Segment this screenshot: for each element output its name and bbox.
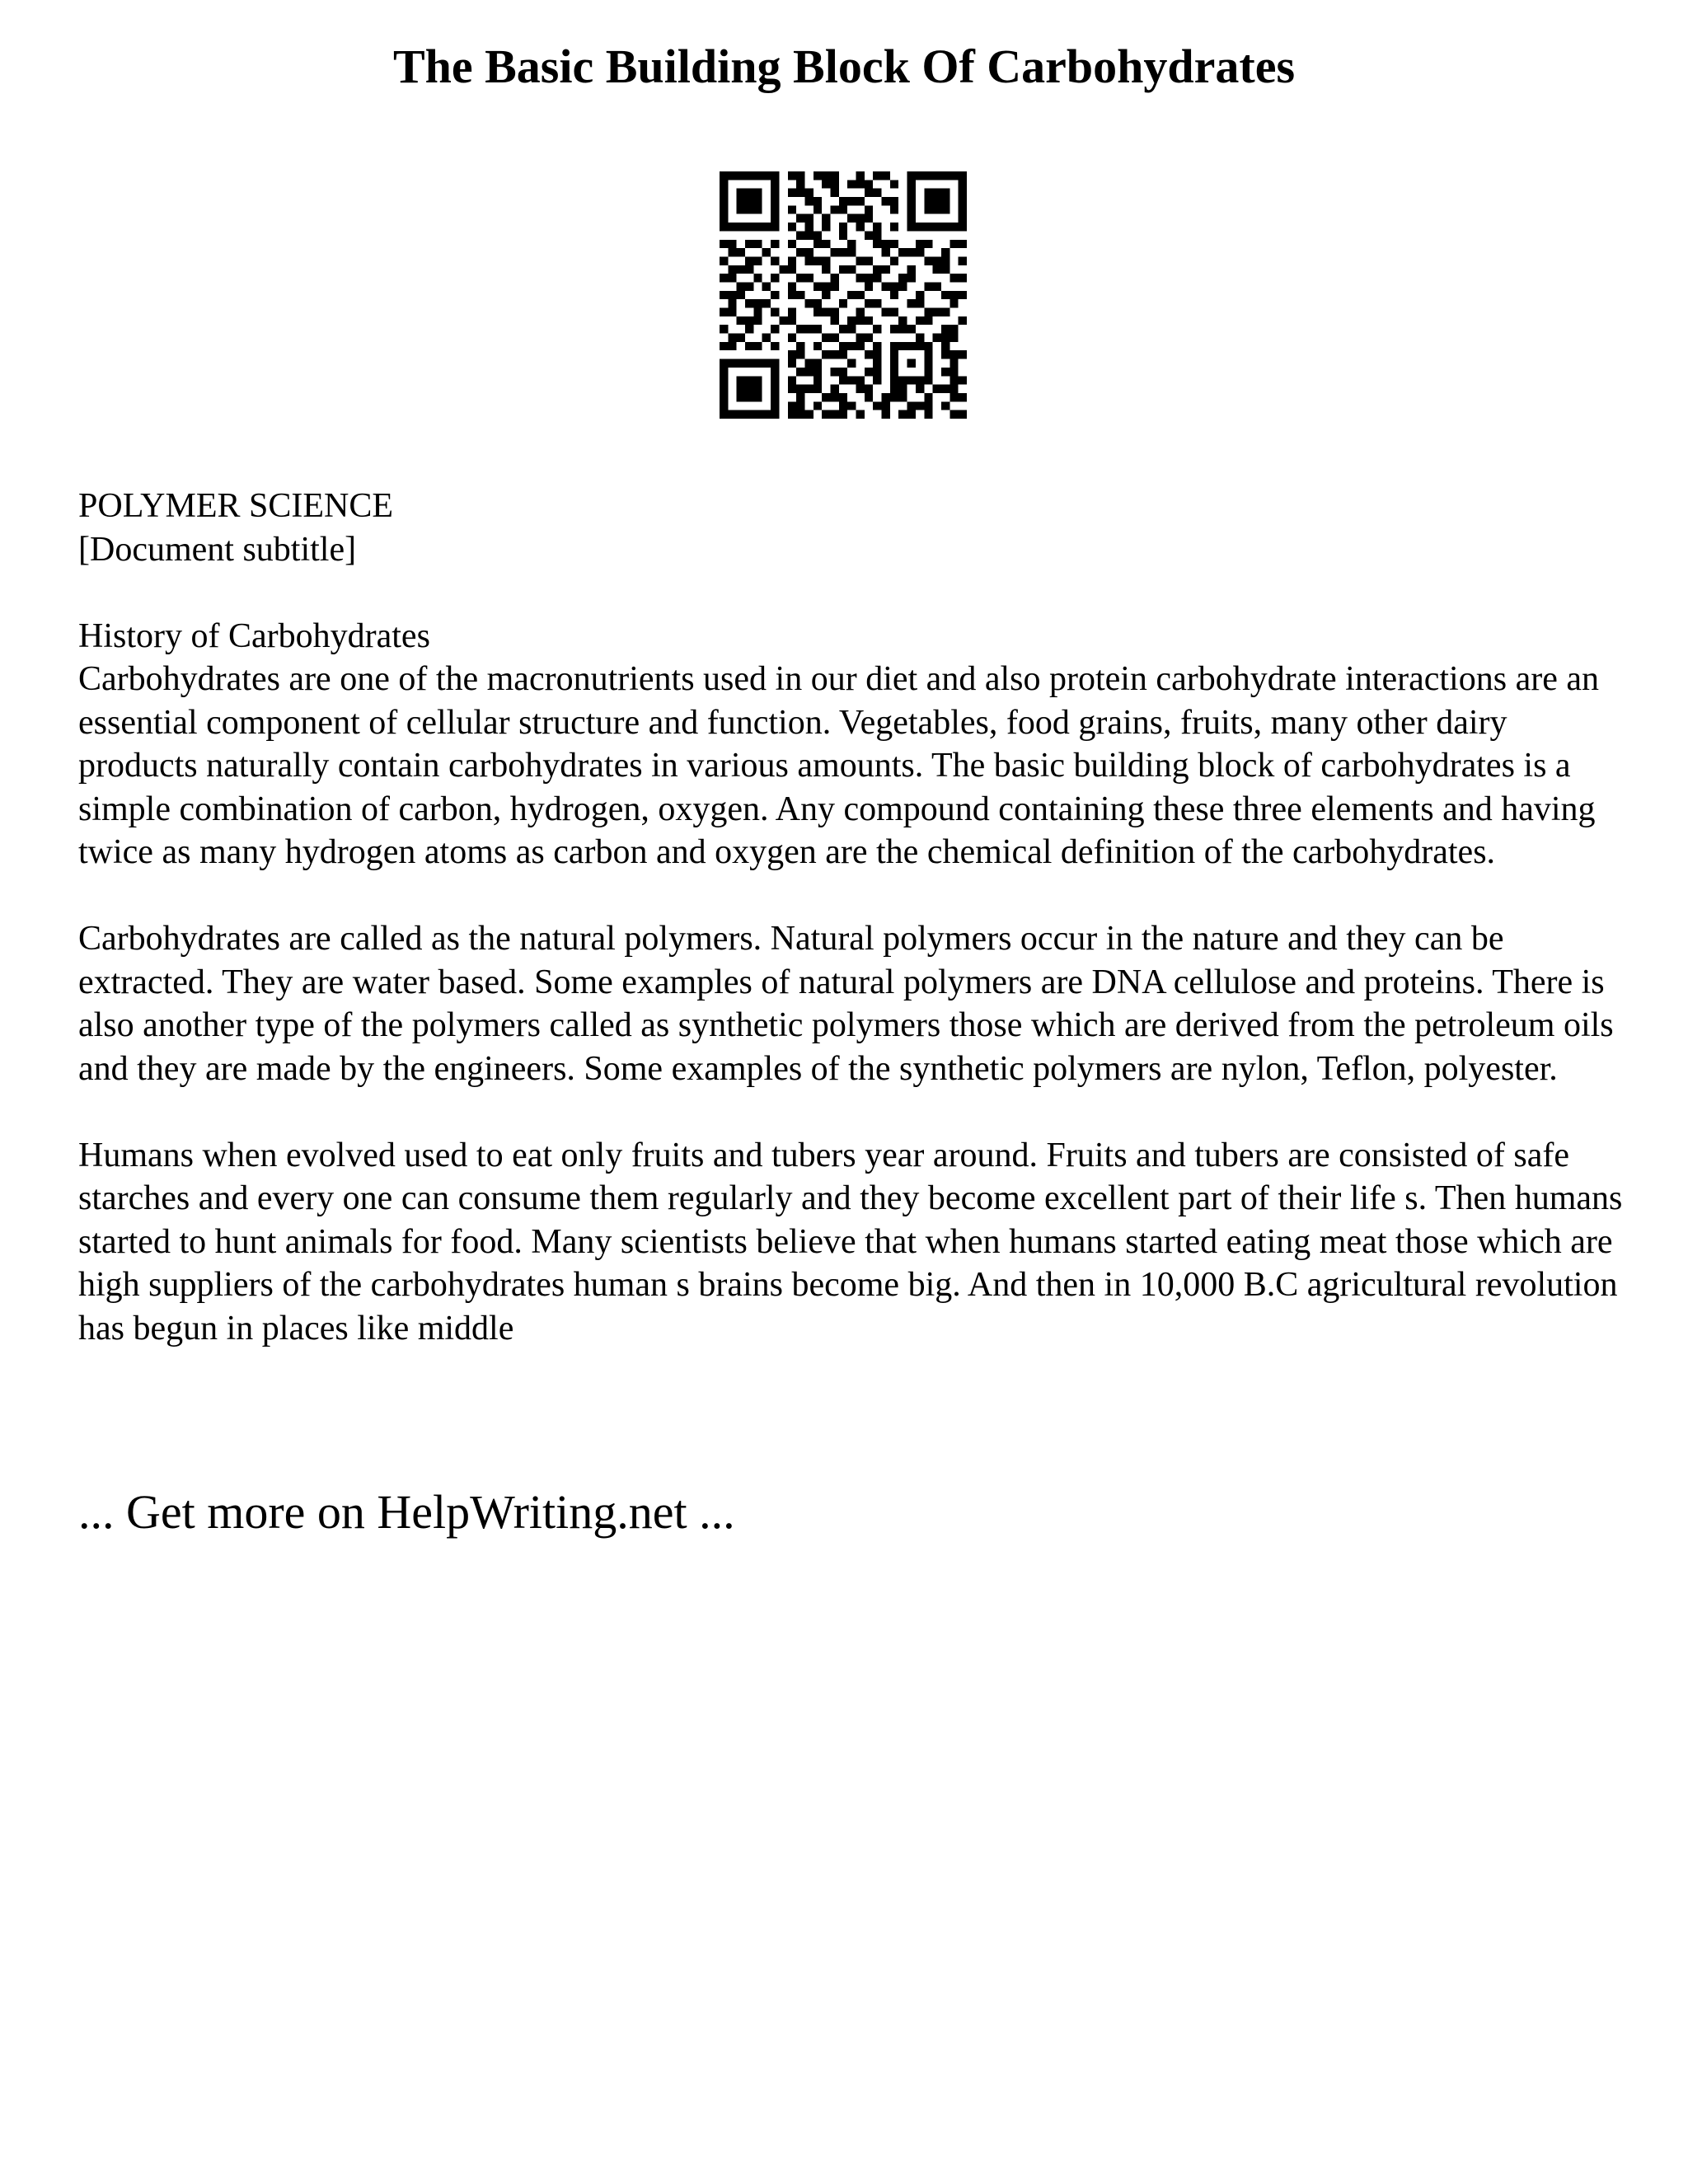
paragraph: Carbohydrates are called as the natural polymers. Natural polymers occur in the nature and they can be extracted. They are water based. Some examples of natural polymers are DNA cellulose and proteins. There is also another type of the polymers called as synthetic polymers those which are derived from the petroleum oils and they are made by the engineers. Some examples of the synthetic polymers are nylon, Teflon, polyester. [78, 920, 1614, 1088]
document-title: The Basic Building Block Of Carbohydrates [392, 40, 1296, 93]
qr-code-icon [720, 171, 967, 419]
document-subtitle: [Document subtitle] [78, 530, 357, 569]
document-body [78, 485, 1628, 1350]
spacer [78, 1090, 1628, 1134]
document-category: POLYMER SCIENCE [78, 487, 393, 525]
paragraph: Carbohydrates are one of the macronutrients used in our diet and also protein carbohydrate interactions are an essential component of cellular structure and function. Vegetables, food grains, fruits, many other dairy products naturally contain carbohydrates in various amounts. The basic building block of carbohydrates is a simple combination of carbon, hydrogen, oxygen. Any compound containing these three elements and having twice as many hydrogen atoms as carbon and oxygen are the chemical definition of the carbohydrates. [78, 660, 1599, 871]
get-more-link[interactable]: ... Get more on HelpWriting.net ... [78, 1485, 735, 1539]
spacer [78, 874, 1628, 918]
spacer [78, 571, 1628, 615]
paragraph: Humans when evolved used to eat only fruits and tubers year around. Fruits and tubers are consisted of safe starches and every one can consume them regularly and they become excellent part of their life s. Then humans started to hunt animals for food. Many scientists believe that when humans started eating meat those which are high suppliers of the carbohydrates human s brains become big. And then in 10,000 B.C agricultural revolution has begun in places like middle [78, 1136, 1623, 1347]
section-heading: History of Carbohydrates [78, 616, 430, 655]
